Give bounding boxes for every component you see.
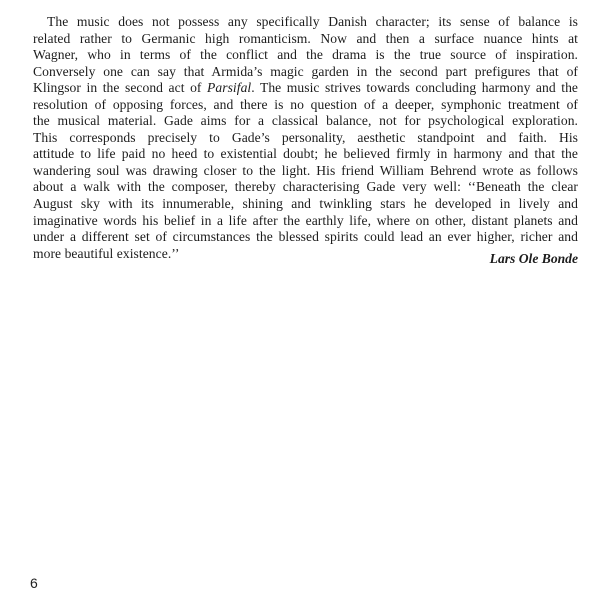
text-line: August sky with its innumerable, shining and twinkling stars he developed in lively and (33, 196, 578, 212)
text-line: resolution of opposing forces, and there is no question of a deeper, symphonic treatment of (33, 96, 578, 112)
text-fragment: Klingsor in the second act of (33, 80, 208, 96)
text-line: the musical material. Gade aims for a classical balance, not for psychological exploration. (33, 113, 578, 129)
author-signature: Lars Ole Bonde (489, 251, 578, 266)
body-text (33, 14, 578, 262)
text-line (33, 80, 578, 97)
text-line: Wagner, who in terms of the conflict and the drama is the true source of inspiration. (33, 47, 578, 63)
text-line: The music does not possess any specifically Danish character; its sense of balance is (47, 14, 578, 29)
italic-title: Parsifal (207, 80, 252, 96)
text-line: Conversely one can say that Armida’s magic garden in the second part prefigures that of (33, 63, 578, 79)
text-line: under a different set of circumstances the blessed spirits could lead an ever higher, richer and (33, 229, 578, 245)
text-line: This corresponds precisely to Gade’s personality, aesthetic standpoint and faith. His (33, 129, 578, 145)
text-line: more beautiful existence.’’ (33, 245, 180, 261)
text-fragment: The music strives towards concluding harmony and the (259, 80, 578, 96)
page-number: 6 (30, 575, 38, 591)
text-line: imaginative words his belief in a life after the earthly life, where on other, distant planets and (33, 212, 578, 228)
text-line: attitude to life paid no heed to existential doubt; he believed firmly in harmony and that the (33, 146, 578, 162)
text-line: about a walk with the composer, thereby characterising Gade very well: ‘‘Beneath the clear (33, 179, 578, 195)
text-fragment: . (251, 80, 255, 96)
text-line: related rather to Germanic high romanticism. Now and then a surface nuance hints at (33, 30, 578, 46)
text-line: wandering soul was drawing closer to the light. His friend William Behrend wrote as follows (33, 162, 578, 178)
